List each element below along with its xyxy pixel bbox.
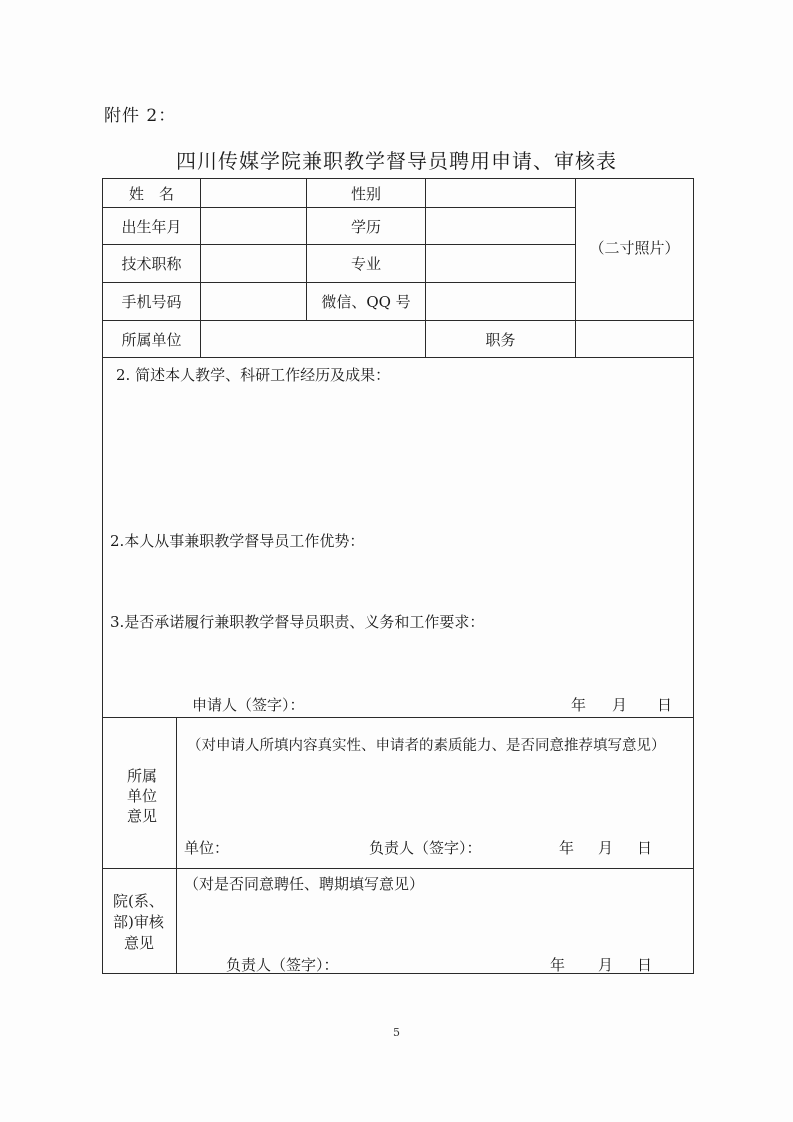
phone-field[interactable] [201,283,306,320]
section-divider [102,717,694,718]
unit-opinion-label-line2: 单位 [127,787,158,805]
professional-title-field[interactable] [201,245,306,282]
row-divider [102,357,694,358]
applicant-sign-year: 年 [571,696,587,714]
unit-leader-signature-label: 负责人（签字）： [369,839,482,857]
college-sign-day: 日 [637,956,653,974]
college-leader-signature-label: 负责人（签字）： [226,956,339,974]
unit-opinion-label-line3: 意见 [127,807,158,825]
college-sign-month: 月 [598,956,614,974]
professional-title-label: 技术职称 [121,255,182,273]
photo-placeholder[interactable]: （二寸照片） [589,239,680,257]
college-review-label-line3: 意见 [124,934,155,952]
section-divider [102,868,694,869]
birth-date-field[interactable] [201,208,306,244]
birth-date-label: 出生年月 [121,217,182,236]
unit-sign-day: 日 [637,839,653,857]
gender-label: 性别 [350,184,381,203]
unit-field[interactable] [201,321,425,357]
unit-opinion-label-line1: 所属 [127,767,158,785]
unit-sign-year: 年 [559,839,575,857]
wechat-qq-label: 微信、QQ 号 [321,293,411,311]
page-number: 5 [393,1026,400,1039]
table-border-right [693,178,694,974]
college-review-label-line1: 院(系、 [113,892,164,910]
college-review-label-line2: 部)审核 [113,913,164,931]
unit-stamp-label: 单位： [184,839,230,857]
applicant-sign-day: 日 [657,696,673,714]
unit-sign-month: 月 [598,839,614,857]
college-review-note: （对是否同意聘任、聘期填写意见） [184,875,425,893]
question-advantages: 2.本人从事兼职教学督导员工作优势： [110,532,365,550]
appendix-label: 附件 2： [104,106,177,126]
question-commitment: 3.是否承诺履行兼职教学督导员职责、义务和工作要求： [110,613,485,631]
gender-field[interactable] [426,179,575,207]
column-divider [176,717,177,974]
college-sign-year: 年 [550,956,566,974]
unit-label: 所属单位 [121,330,182,349]
applicant-sign-month: 月 [612,696,628,714]
wechat-qq-field[interactable] [426,283,575,320]
education-label: 学历 [350,217,381,236]
position-field[interactable] [576,321,693,357]
unit-opinion-note: （对申请人所填内容真实性、申请者的素质能力、是否同意推荐填写意见） [187,738,666,754]
education-field[interactable] [426,208,575,244]
form-title: 四川传媒学院兼职教学督导员聘用申请、审核表 [176,149,617,173]
question-experience: 2. 简述本人教学、科研工作经历及成果： [116,366,391,384]
position-label: 职务 [485,330,516,349]
applicant-signature-label: 申请人（签字）： [192,696,305,714]
major-field[interactable] [426,245,575,282]
name-field[interactable] [201,179,306,207]
phone-label: 手机号码 [121,293,182,311]
name-label: 姓 名 [128,184,174,203]
major-label: 专业 [350,255,381,273]
